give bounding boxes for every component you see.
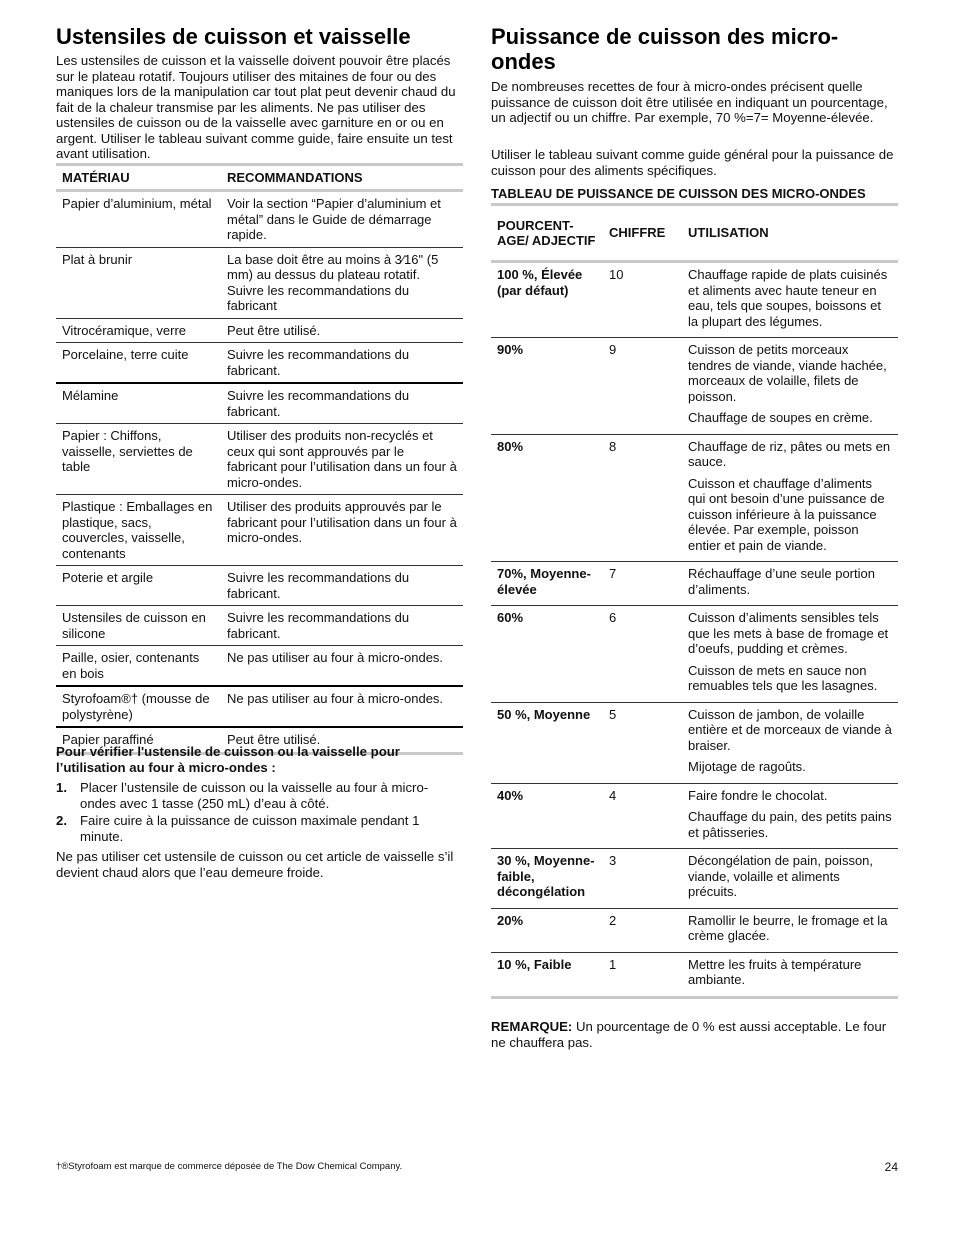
steps-list	[56, 780, 456, 846]
intro-paragraph: De nombreuses recettes de four à micro-ondes précisent quelle puissance de cuisson doit être utilisée en indiquant un pourcentage, un adjectif ou un chiffre. Par exemple, 70 %=7= Moyenne-élevée.	[491, 79, 888, 125]
section-title-power: Puissance de cuisson des micro-ondes	[491, 24, 839, 74]
use-cell	[682, 434, 898, 562]
use-text: Faire fondre le chocolat.	[688, 787, 828, 803]
table-row	[491, 562, 898, 606]
material-cell: Poterie et argile	[56, 566, 221, 606]
step-text: Faire cuire à la puissance de cuisson maximale pendant 1 minute.	[80, 813, 420, 844]
use-cell	[682, 783, 898, 849]
recommendation-cell: Utiliser des produits non-recyclés et ceux qui sont approuvés par le fabricant pour l’utilisation dans un four à micro-ondes.	[221, 424, 463, 495]
verify-heading: Pour vérifier l'ustensile de cuisson ou la vaisselle pour l’utilisation au four à micro-ondes :	[56, 744, 400, 775]
use-text: Chauffage du pain, des petits pains et pâtisseries.	[688, 809, 892, 840]
recommendation-cell: Ne pas utiliser au four à micro-ondes.	[221, 646, 463, 687]
table-header-row	[56, 165, 463, 191]
table-row	[56, 343, 463, 384]
header-number: CHIFFRE	[603, 205, 682, 262]
table-row	[491, 702, 898, 783]
number-cell: 1	[603, 952, 682, 997]
number-cell: 5	[603, 702, 682, 783]
header-use: UTILISATION	[682, 205, 898, 262]
use-text: Cuisson de mets en sauce non remuables tels que les lasagnes.	[688, 662, 878, 693]
material-cell: Paille, osier, contenants en bois	[56, 646, 221, 687]
intro-paragraph: Les ustensiles de cuisson et la vaisselle doivent pouvoir être placés sur le plateau rotatif. Toujours utiliser des mitaines de four ou des maniques lors de la manipulation car tout plat peut devenir chaud du fait de la chaleur transmise par les aliments. Ne pas utiliser des ustensiles de cuisson ou de la vaisselle avec garniture en or ou en argent. Utiliser le tableau suivant comme guide, faire ensuite un test avant utilisation.	[56, 53, 456, 161]
recommendation-cell: Suivre les recommandations du fabricant.	[221, 383, 463, 424]
table-row	[56, 686, 463, 727]
use-text: Cuisson et chauffage d’aliments qui ont besoin d’une puissance de cuisson inférieure à la puissance élevée. Par exemple, poisson entier et pain de viande.	[688, 475, 885, 553]
header-percentage: POURCENT-AGE/ ADJECTIF	[491, 205, 603, 262]
material-cell: Plastique : Emballages en plastique, sacs, couvercles, vaisselle, contenants	[56, 495, 221, 566]
step-number: 2.	[56, 813, 67, 828]
intro-paragraph: Utiliser le tableau suivant comme guide général pour la puissance de cuisson pour des aliments spécifiques.	[491, 147, 894, 178]
use-cell	[682, 606, 898, 703]
table-row	[491, 262, 898, 338]
material-cell: Styrofoam®† (mousse de polystyrène)	[56, 686, 221, 727]
materials-table	[56, 163, 463, 755]
table-row	[56, 566, 463, 606]
final-note: Ne pas utiliser cet ustensile de cuisson ou cet article de vaisselle s’il devient chaud alors que l’eau demeure froide.	[56, 849, 454, 880]
step-text: Placer l’ustensile de cuisson ou la vaisselle au four à micro-ondes avec 1 tasse (250 mL) d’eau à côté.	[80, 780, 429, 811]
table-row	[56, 606, 463, 646]
header-recommendations: RECOMMANDATIONS	[221, 165, 463, 191]
number-cell: 3	[603, 849, 682, 909]
table-row	[491, 338, 898, 435]
use-cell	[682, 262, 898, 338]
material-cell: Plat à brunir	[56, 247, 221, 318]
material-cell: Porcelaine, terre cuite	[56, 343, 221, 384]
table-row	[491, 783, 898, 849]
use-text: Ramollir le beurre, le fromage et la crème glacée.	[688, 912, 888, 943]
percentage-cell: 30 %, Moyenne-faible, décongélation	[491, 849, 603, 909]
remark-label: REMARQUE:	[491, 1019, 573, 1034]
list-item	[56, 780, 456, 811]
percentage-cell: 90%	[491, 338, 603, 435]
use-cell	[682, 562, 898, 606]
material-cell: Papier paraffiné	[56, 727, 221, 753]
header-material: MATÉRIAU	[56, 165, 221, 191]
table-row	[491, 849, 898, 909]
percentage-cell: 100 %, Élevée (par défaut)	[497, 267, 583, 298]
use-text: Décongélation de pain, poisson, viande, volaille et aliments précuits.	[688, 853, 874, 899]
number-cell: 4	[603, 783, 682, 849]
use-cell	[682, 338, 898, 435]
recommendation-cell: Peut être utilisé.	[221, 727, 463, 753]
section-title-cookware: Ustensiles de cuisson et vaisselle	[56, 24, 411, 49]
use-text: Cuisson de jambon, de volaille entière et de morceaux de viande à braiser.	[688, 706, 892, 753]
percentage-cell: 10 %, Faible	[491, 952, 603, 997]
table-row	[56, 646, 463, 687]
use-text: Cuisson d’aliments sensibles tels que les mets à base de fromage et d’oeufs, pudding et crèmes.	[688, 610, 889, 656]
use-text: Réchauffage d’une seule portion d’aliments.	[688, 566, 875, 597]
use-cell	[682, 952, 898, 997]
page-number: 24	[884, 1160, 898, 1174]
table-row	[491, 606, 898, 703]
use-text: Chauffage de riz, pâtes ou mets en sauce.	[688, 438, 891, 469]
number-cell: 10	[609, 267, 624, 282]
step-number: 1.	[56, 780, 67, 795]
use-text: Cuisson de petits morceaux tendres de viande, viande hachée, morceaux de volaille, filets de poisson.	[688, 342, 887, 404]
use-text: Chauffage rapide de plats cuisinés et aliments avec haute teneur en eau, tels que soupes, boissons et la plupart des légumes.	[688, 267, 888, 329]
table-row	[56, 247, 463, 318]
table-header-row	[491, 205, 898, 262]
use-text: Mettre les fruits à température ambiante.	[688, 956, 862, 987]
recommendation-cell: Ne pas utiliser au four à micro-ondes.	[221, 686, 463, 727]
material-cell: Ustensiles de cuisson en silicone	[56, 606, 221, 646]
recommendation-cell: La base doit être au moins à 3⁄16" (5 mm) au dessus du plateau rotatif. Suivre les recommandations du fabricant	[221, 247, 463, 318]
recommendation-cell: Suivre les recommandations du fabricant.	[221, 343, 463, 384]
recommendation-cell: Peut être utilisé.	[221, 318, 463, 343]
table-row	[56, 424, 463, 495]
number-cell: 9	[603, 338, 682, 435]
use-text: Chauffage de soupes en crème.	[688, 410, 873, 425]
recommendation-cell: Suivre les recommandations du fabricant.	[221, 606, 463, 646]
number-cell: 6	[603, 606, 682, 703]
material-cell: Vitrocéramique, verre	[56, 318, 221, 343]
recommendation-cell: Suivre les recommandations du fabricant.	[221, 566, 463, 606]
material-cell: Papier d’aluminium, métal	[56, 191, 221, 248]
percentage-cell: 40%	[491, 783, 603, 849]
use-cell	[682, 908, 898, 952]
number-cell: 2	[603, 908, 682, 952]
table-row	[491, 434, 898, 562]
table-row	[56, 318, 463, 343]
use-text: Mijotage de ragoûts.	[688, 759, 806, 774]
material-cell: Papier : Chiffons, vaisselle, serviettes de table	[56, 424, 221, 495]
recommendation-cell: Utiliser des produits approuvés par le fabricant pour l’utilisation dans un four à micro-ondes.	[221, 495, 463, 566]
remark	[491, 1019, 898, 1050]
use-cell	[682, 702, 898, 783]
percentage-cell: 60%	[491, 606, 603, 703]
list-item	[56, 813, 456, 844]
table-row	[491, 908, 898, 952]
power-table	[491, 203, 898, 999]
percentage-cell: 70%, Moyenne-élevée	[491, 562, 603, 606]
table-row	[56, 495, 463, 566]
remark-text: Un pourcentage de 0 % est aussi acceptable. Le four ne chauffera pas.	[491, 1019, 887, 1050]
percentage-cell: 50 %, Moyenne	[491, 702, 603, 783]
recommendation-cell: Voir la section “Papier d’aluminium et métal” dans le Guide de démarrage rapide.	[221, 191, 463, 248]
use-cell	[682, 849, 898, 909]
table-row	[56, 191, 463, 248]
percentage-cell: 80%	[491, 434, 603, 562]
table-row	[56, 383, 463, 424]
percentage-cell: 20%	[491, 908, 603, 952]
number-cell: 7	[603, 562, 682, 606]
number-cell: 8	[603, 434, 682, 562]
table-caption: TABLEAU DE PUISSANCE DE CUISSON DES MICRO-ONDES	[491, 186, 866, 201]
material-cell: Mélamine	[56, 383, 221, 424]
table-row	[491, 952, 898, 997]
footnote: †®Styrofoam est marque de commerce déposée de The Dow Chemical Company.	[56, 1161, 403, 1172]
